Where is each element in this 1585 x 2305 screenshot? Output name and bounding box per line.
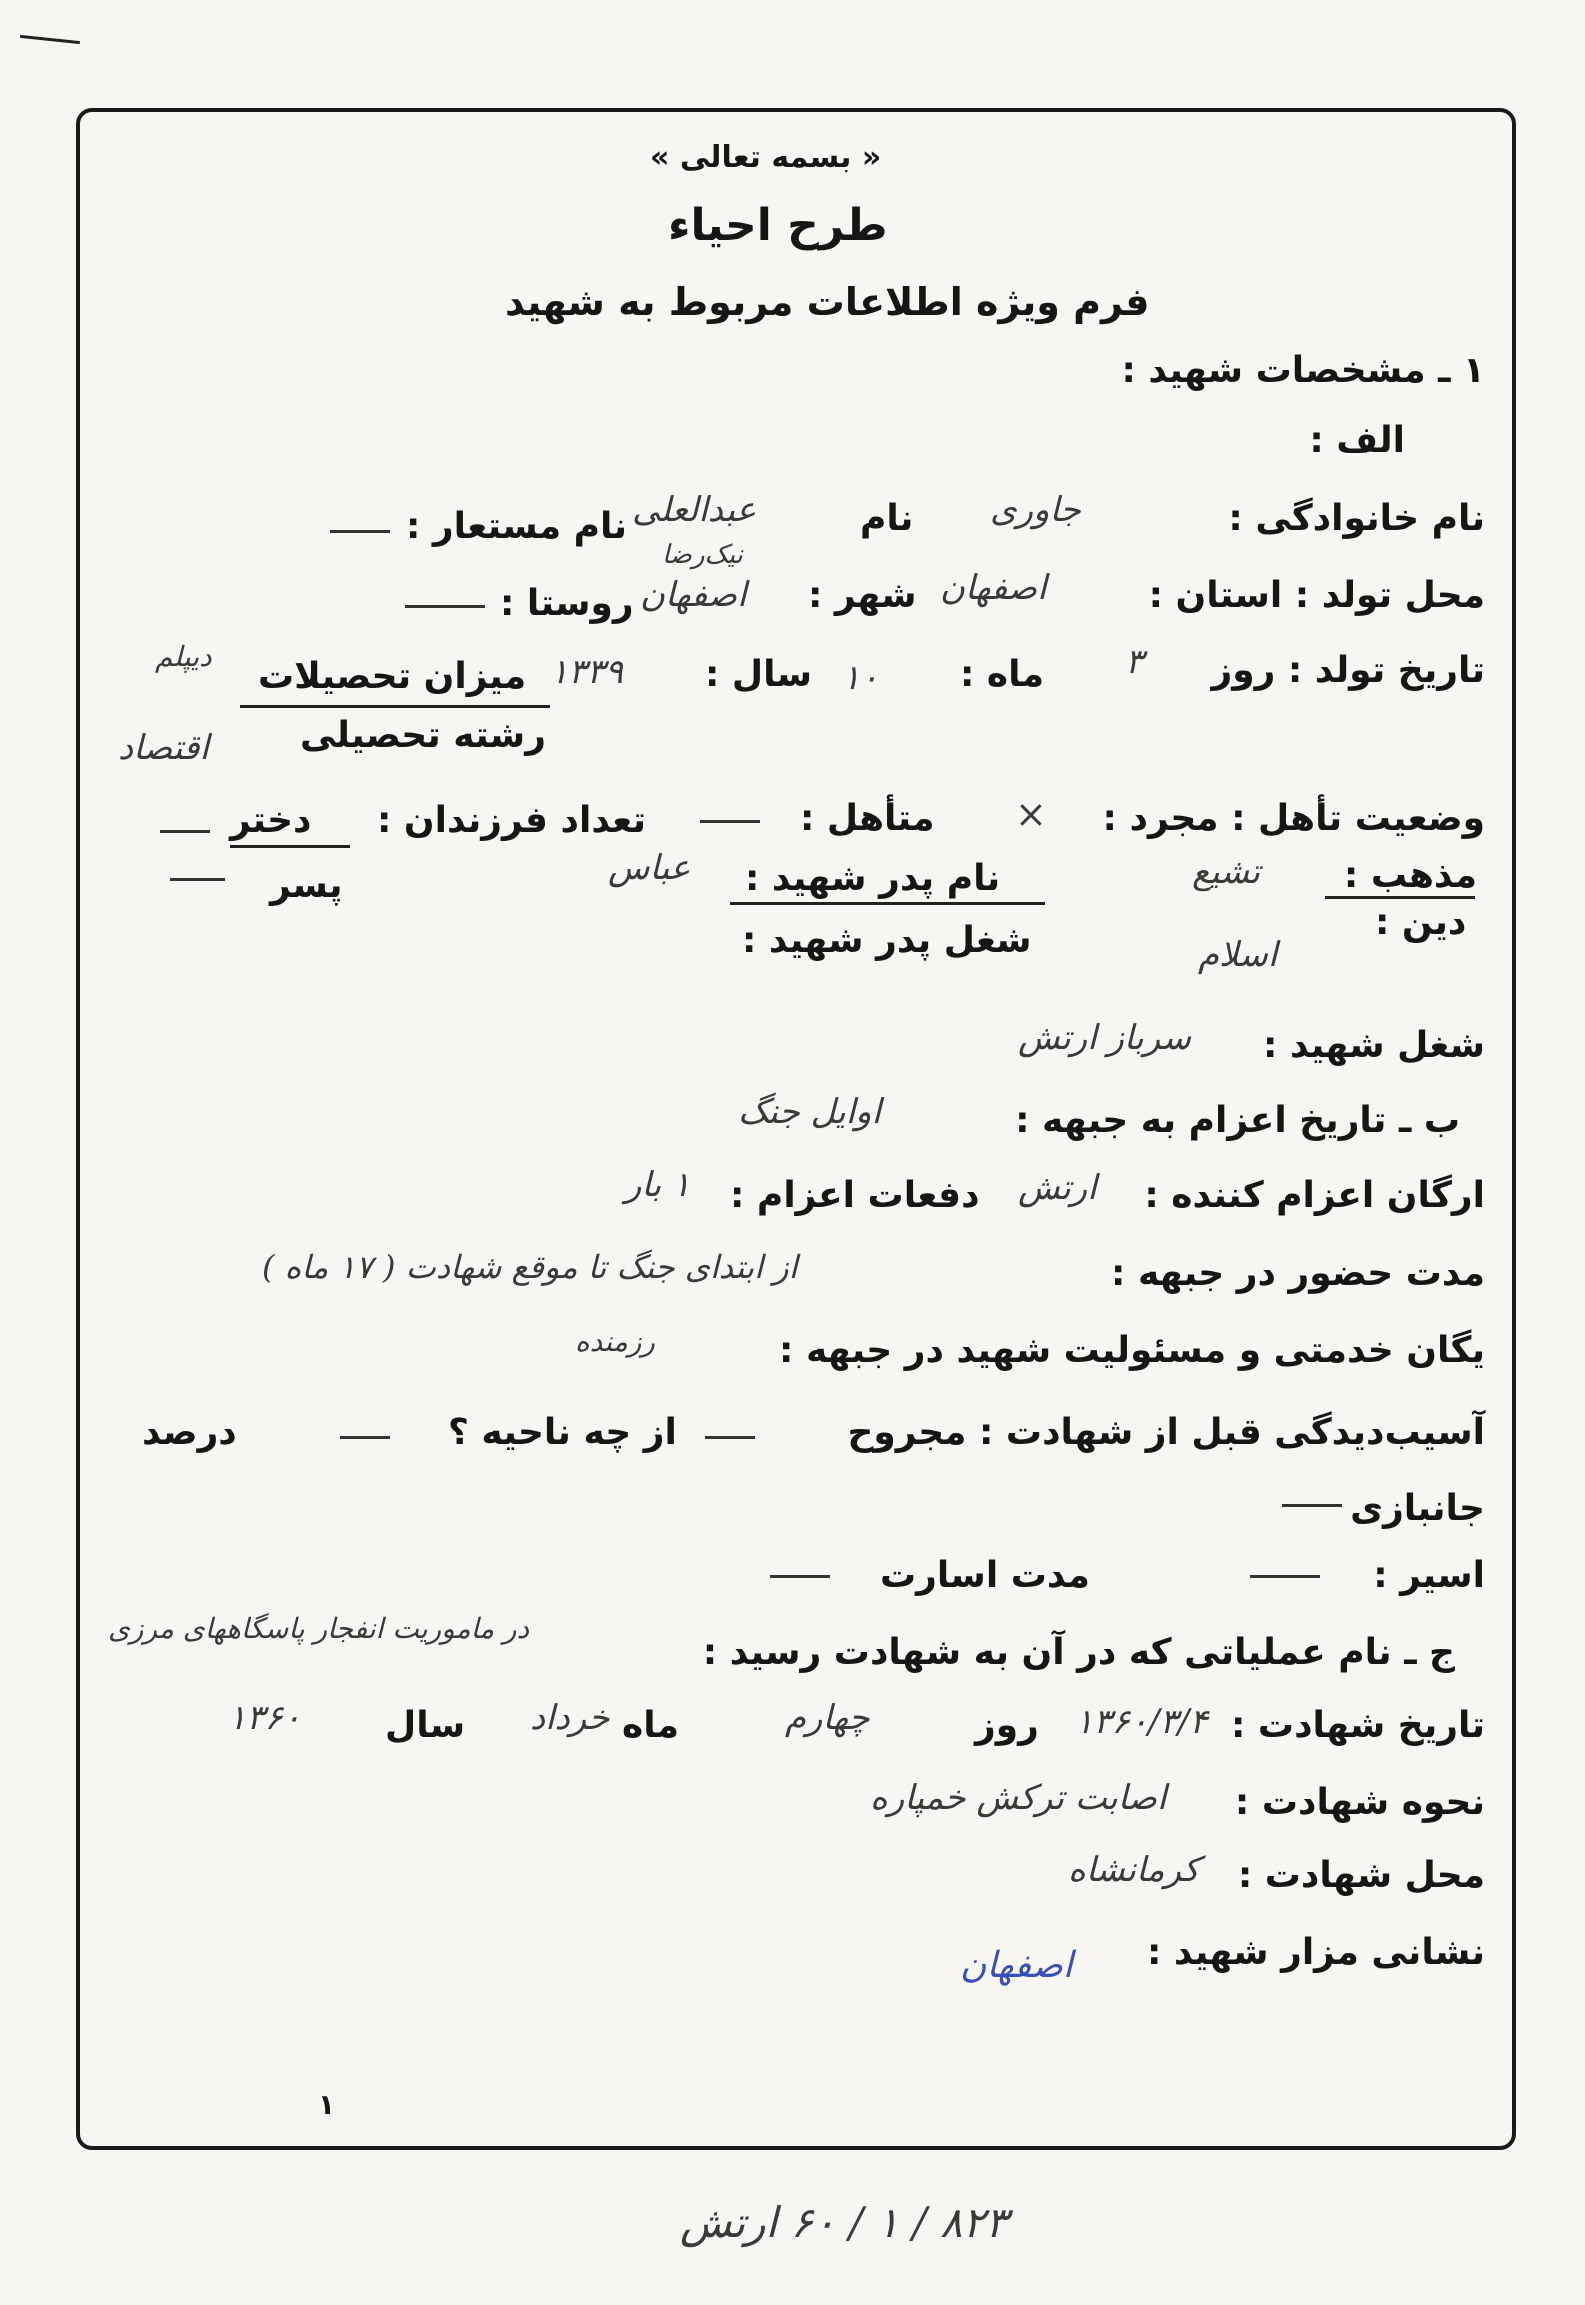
daughter-empty-dash bbox=[160, 830, 210, 833]
operation-label: ج ـ نام عملیاتی که در آن به شهادت رسید : bbox=[702, 1632, 1455, 1673]
scan-edge-mark bbox=[20, 35, 80, 44]
which-area-label: از چه ناحیه ؟ bbox=[448, 1412, 677, 1453]
martyr-day-label: روز bbox=[975, 1705, 1039, 1746]
village-empty-dash bbox=[405, 605, 485, 608]
dispatch-org-label: ارگان اعزام کننده : bbox=[1144, 1175, 1485, 1216]
family-name-value: جاوری bbox=[990, 490, 1081, 530]
first-name-value: عبدالعلی bbox=[632, 490, 757, 530]
injury-empty-dash bbox=[705, 1436, 755, 1439]
field-of-study-value: اقتصاد bbox=[118, 728, 209, 768]
captivity-duration-label: مدت اسارت bbox=[880, 1555, 1090, 1596]
martyr-year-value: ۱۳۶۰ bbox=[228, 1698, 302, 1738]
province-value: اصفهان bbox=[940, 568, 1047, 608]
front-duration-label: مدت حضور در جبهه : bbox=[1111, 1253, 1485, 1294]
martyr-month-value: خرداد bbox=[530, 1698, 610, 1738]
martyr-how-label: نحوه شهادت : bbox=[1234, 1782, 1485, 1823]
dispatch-count-label: دفعات اعزام : bbox=[730, 1175, 980, 1216]
martyr-month-label: ماه bbox=[622, 1705, 680, 1746]
field-of-study-label: رشته تحصیلی bbox=[300, 715, 546, 756]
dispatch-date-label: ب ـ تاریخ اعزام به جبهه : bbox=[1015, 1100, 1460, 1141]
captive-empty-dash bbox=[1250, 1575, 1320, 1578]
daughter-underline bbox=[230, 845, 350, 848]
faith-value: اسلام bbox=[1198, 935, 1278, 975]
married-empty-dash bbox=[700, 820, 760, 823]
birth-year-label: سال : bbox=[705, 654, 813, 695]
birth-month-label: ماه : bbox=[960, 654, 1044, 695]
martyr-year-label: سال bbox=[385, 1705, 466, 1746]
bottom-note: ۸۲۳ / ۱ / ۶۰ ارتش bbox=[680, 2198, 1008, 2247]
bismillah: « بسمه تعالی » bbox=[650, 140, 882, 175]
weekday-value: چهارم bbox=[785, 1698, 870, 1738]
martyr-place-value: کرمانشاه bbox=[1068, 1850, 1200, 1890]
page-number: ۱ bbox=[318, 2088, 336, 2121]
dispatch-count-value: ۱ بار bbox=[625, 1165, 691, 1205]
captivity-empty-dash bbox=[770, 1575, 830, 1578]
village-label: روستا : bbox=[500, 583, 634, 624]
captive-label: اسیر : bbox=[1373, 1555, 1485, 1596]
birth-year-value: ۱۳۳۹ bbox=[550, 652, 624, 692]
martyr-place-label: محل شهادت : bbox=[1237, 1855, 1485, 1896]
percent-label: درصد bbox=[142, 1412, 237, 1453]
grave-label: نشانی مزار شهید : bbox=[1146, 1932, 1485, 1973]
father-job-label: شغل پدر شهید : bbox=[742, 920, 1032, 961]
martyr-date-value: ۱۳۶۰/۳/۴ bbox=[1075, 1702, 1208, 1742]
religion-sect-label: مذهب : bbox=[1343, 855, 1477, 896]
father-name-label: نام پدر شهید : bbox=[745, 858, 1001, 899]
education-value: دیپلم bbox=[155, 640, 212, 673]
religion-sect-value: تشیع bbox=[1192, 852, 1261, 892]
martyr-job-label: شغل شهید : bbox=[1263, 1025, 1485, 1066]
city-label: شهر : bbox=[808, 575, 917, 616]
birth-day-value: ۳ bbox=[1125, 642, 1144, 682]
daughter-label: دختر bbox=[230, 800, 312, 841]
section-heading: ۱ ـ مشخصات شهید : bbox=[1121, 350, 1485, 391]
single-value: × bbox=[1015, 792, 1047, 836]
form-title: طرح احیاء bbox=[668, 200, 888, 251]
injury-label: آسیب‌دیدگی قبل از شهادت : مجروح bbox=[847, 1412, 1485, 1453]
son-empty-dash bbox=[170, 878, 225, 881]
martyr-date-label: تاریخ شهادت : bbox=[1230, 1705, 1485, 1746]
father-name-value: عباس bbox=[608, 848, 691, 888]
son-label: پسر bbox=[270, 865, 343, 906]
birthdate-label: تاریخ تولد : روز bbox=[1211, 650, 1485, 691]
father-name-underline bbox=[730, 902, 1045, 905]
martyr-how-value: اصابت ترکش خمپاره bbox=[870, 1778, 1167, 1818]
dispatch-date-value: اوایل جنگ bbox=[738, 1092, 882, 1132]
faith-label: دین : bbox=[1375, 902, 1467, 943]
disability-label: جانبازی bbox=[1350, 1488, 1485, 1529]
first-name-label: نام bbox=[860, 498, 914, 539]
unit-label: یگان خدمتی و مسئولیت شهید در جبهه : bbox=[779, 1330, 1485, 1371]
subsection-a: الف : bbox=[1309, 420, 1405, 461]
family-name-label: نام خانوادگی : bbox=[1228, 498, 1485, 539]
alias-empty-dash bbox=[330, 530, 390, 533]
married-label: متأهل : bbox=[800, 798, 935, 839]
children-label: تعداد فرزندان : bbox=[377, 800, 646, 841]
unit-value: رزمنده bbox=[575, 1325, 655, 1358]
alias-label: نام مستعار : bbox=[406, 506, 628, 547]
education-underline bbox=[240, 705, 550, 708]
grave-value: اصفهان bbox=[960, 1945, 1073, 1986]
operation-value: در ماموریت انفجار پاسگاههای مرزی bbox=[108, 1612, 530, 1645]
birth-month-value: ۱۰ bbox=[842, 658, 879, 698]
marital-label: وضعیت تأهل : مجرد : bbox=[1102, 798, 1485, 839]
martyr-job-value: سرباز ارتش bbox=[1018, 1018, 1191, 1058]
form-subtitle: فرم ویژه اطلاعات مربوط به شهید bbox=[505, 280, 1150, 324]
disability-empty-dash bbox=[1282, 1504, 1342, 1507]
dispatch-org-value: ارتش bbox=[1018, 1168, 1097, 1208]
education-label: میزان تحصیلات bbox=[258, 656, 527, 697]
front-duration-value: از ابتدای جنگ تا موقع شهادت ( ۱۷ ماه ) bbox=[262, 1248, 798, 1286]
city-value: اصفهان bbox=[640, 575, 747, 615]
religion-sect-underline bbox=[1325, 896, 1475, 899]
birthplace-label: محل تولد : استان : bbox=[1148, 575, 1485, 616]
city-value-extra: نیک‌رضا bbox=[662, 540, 743, 570]
which-area-empty-dash bbox=[340, 1436, 390, 1439]
